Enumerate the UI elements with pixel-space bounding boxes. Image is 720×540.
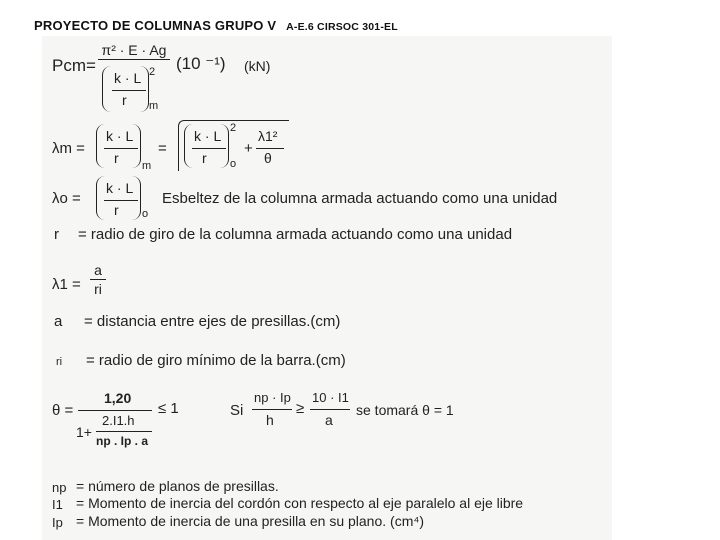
lambda-1-lhs: λ1 = — [52, 276, 81, 293]
ip-definition: = Momento de inercia de una presilla en su plano. (cm⁴) — [76, 513, 425, 529]
r-symbol: r — [54, 226, 59, 243]
lm-in-kl: k · L — [194, 128, 222, 144]
pcm-left-paren — [102, 66, 111, 112]
pcm-right-paren — [140, 66, 149, 112]
rhs-bar — [310, 409, 350, 410]
lambda-1-num: a — [94, 262, 102, 278]
lm-theta: θ — [264, 150, 272, 166]
lm-plus: + — [244, 140, 253, 157]
page-title — [34, 18, 398, 33]
theta-inner-num: 2.I1.h — [102, 413, 135, 428]
i1-definition: = Momento de inercia del cordón con respecto al eje paralelo al eje libre — [76, 495, 524, 511]
pcm-m-sub: m — [149, 100, 159, 112]
a-symbol: a — [54, 313, 63, 330]
lambda-1-den: ri — [94, 281, 102, 297]
cond-num: np · Ip — [254, 390, 291, 405]
theta-le: ≤ 1 — [158, 400, 179, 417]
lm-in-r: r — [202, 150, 207, 166]
theta-main-bar — [78, 410, 152, 411]
pcm-kl: k · L — [114, 70, 142, 86]
lm-right-paren — [132, 124, 141, 168]
lm-eq: = — [158, 140, 167, 157]
si-label: Si — [230, 402, 244, 419]
cond-ge: ≥ — [296, 400, 305, 417]
pcm-r: r — [122, 92, 127, 108]
r-definition: = radio de giro de la columna armada actuando como una unidad — [78, 226, 513, 243]
theta-one-plus: 1+ — [76, 424, 92, 440]
theta-result: se tomará θ = 1 — [356, 402, 454, 418]
title-text: PROYECTO DE COLUMNAS GRUPO V — [34, 18, 277, 33]
lm-left-paren — [96, 124, 105, 168]
a-definition: = distancia entre ejes de presillas.(cm) — [84, 313, 341, 330]
pcm-numerator: π² · E · Ag — [101, 42, 167, 58]
ri-definition: = radio de giro mínimo de la barra.(cm) — [86, 352, 346, 369]
pcm-unit: (kN) — [244, 58, 271, 74]
lambda-o-lhs: λo = — [52, 190, 81, 207]
lo-kl: k · L — [106, 180, 134, 196]
lm-m-sub: m — [142, 160, 152, 172]
theta-inner-den: np . Ip . a — [96, 434, 149, 448]
norm-reference: A-E.6 CIRSOC 301-EL — [286, 21, 398, 33]
pcm-fraction — [98, 42, 170, 61]
scanned-formula-sheet — [42, 36, 612, 540]
lm-kl: k · L — [106, 128, 134, 144]
i1-symbol: I1 — [52, 497, 63, 512]
rhs-den: a — [325, 412, 333, 428]
lambda-m-lhs: λm = — [52, 140, 85, 157]
theta-lhs: θ = — [52, 402, 74, 419]
rhs-num: 10 · I1 — [312, 390, 349, 405]
np-symbol: np — [52, 480, 67, 495]
lo-o-sub: o — [142, 208, 149, 220]
ri-symbol: ri — [56, 356, 63, 368]
lm-in-left-paren — [184, 124, 193, 168]
lambda-1-fraction — [90, 262, 106, 297]
lm-in-right-paren — [220, 124, 229, 168]
pcm-factor: (10 ⁻¹) — [176, 54, 226, 73]
lm-sq: 2 — [230, 122, 237, 134]
theta-inner-bar — [96, 431, 152, 432]
lm-lambda1: λ1² — [258, 128, 278, 144]
lm-l1-bar — [256, 148, 284, 149]
pcm-lhs: Pcm= — [52, 56, 96, 75]
lm-r: r — [114, 150, 119, 166]
lm-o-sub: o — [230, 158, 237, 170]
np-definition: = número de planos de presillas. — [76, 478, 279, 494]
lo-left-paren — [96, 176, 105, 220]
cond-den: h — [266, 412, 274, 428]
pcm-exp: 2 — [149, 66, 156, 78]
ip-symbol: Ip — [52, 515, 63, 530]
theta-numerator: 1,20 — [104, 390, 132, 406]
lambda-o-description: Esbeltez de la columna armada actuando como una unidad — [162, 190, 558, 207]
lo-right-paren — [132, 176, 141, 220]
lo-r: r — [114, 202, 119, 218]
cond-bar — [252, 409, 292, 410]
